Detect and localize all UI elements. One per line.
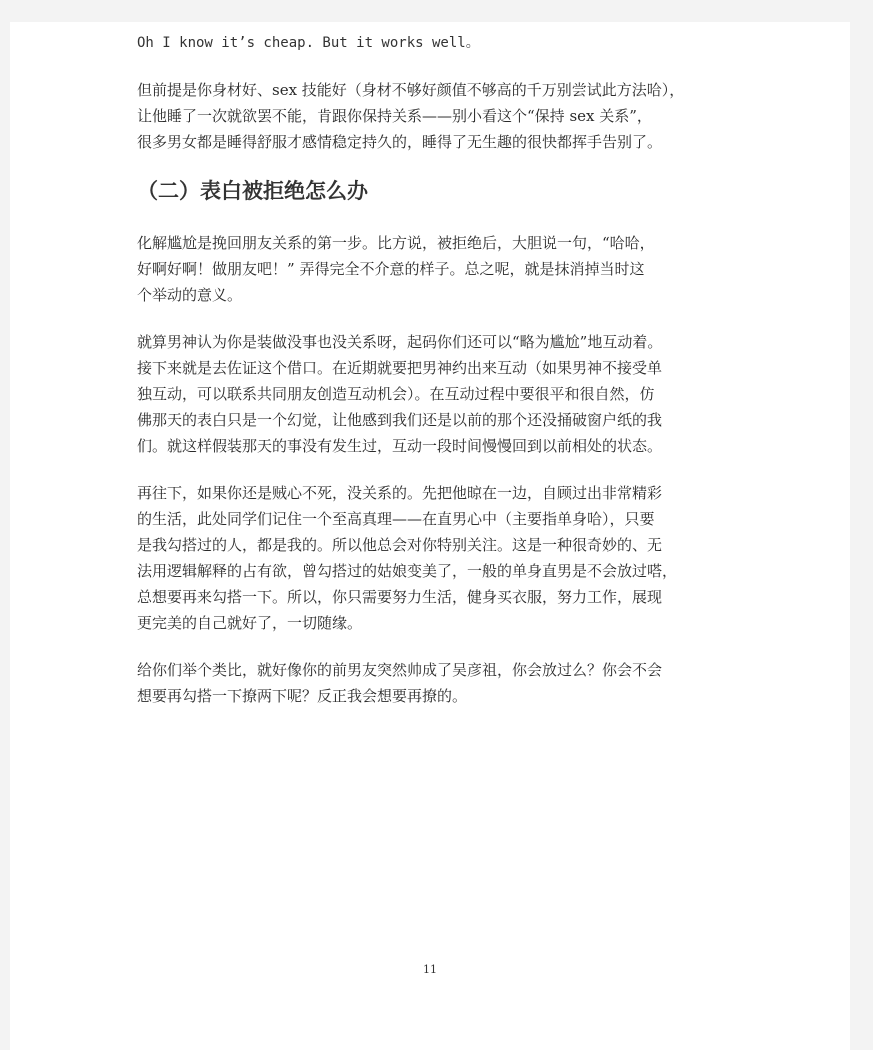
paragraph-4 xyxy=(137,657,757,709)
paragraph-before-heading-1 xyxy=(137,77,757,155)
text-line: 总想要再来勾搭一下。所以，你只需要努力生活，健身买衣服，努力工作，展现 xyxy=(137,588,663,606)
text-line: 给你们举个类比，就好像你的前男友突然帅成了吴彦祖，你会放过么？你会不会 xyxy=(137,661,663,679)
text-line: 更完美的自己就好了，一切随缘。 xyxy=(137,614,363,632)
text-line: 但前提是你身材好、sex 技能好（身材不够好颜值不够高的千万别尝试此方法哈）， xyxy=(137,81,685,99)
text-line: 想要再勾搭一下撩两下呢？反正我会想要再撩的。 xyxy=(137,687,468,705)
text-line: Oh I know it’s cheap. But it works well。 xyxy=(137,35,480,51)
page-body xyxy=(137,30,757,730)
text-line: 让他睡了一次就欲罢不能，肯跟你保持关系——别小看这个“保持 sex 关系”， xyxy=(137,107,652,125)
text-line: 独互动，可以联系共同朋友创造互动机会）。在互动过程中要很平和很自然，仿 xyxy=(137,385,655,403)
text-line: 们。就这样假装那天的事没有发生过，互动一段时间慢慢回到以前相处的状态。 xyxy=(137,437,663,455)
text-line: 个举动的意义。 xyxy=(137,286,243,304)
text-line: 就算男神认为你是装做没事也没关系呀，起码你们还可以“略为尴尬”地互动着。 xyxy=(137,333,663,351)
section-heading: （二）表白被拒绝怎么办 xyxy=(137,179,368,203)
text-line: 化解尴尬是挽回朋友关系的第一步。比方说，被拒绝后，大胆说一句，“哈哈， xyxy=(137,234,655,252)
page-number: 11 xyxy=(423,963,437,976)
text-line: 再往下，如果你还是贼心不死，没关系的。先把他晾在一边，自顾过出非常精彩 xyxy=(137,484,663,502)
text-line: 法用逻辑解释的占有欲，曾勾搭过的姑娘变美了，一般的单身直男是不会放过嗒， xyxy=(137,562,678,580)
text-line: 很多男女都是睡得舒服才感情稳定持久的，睡得了无生趣的很快都挥手告别了。 xyxy=(137,133,663,151)
text-line: 的生活，此处同学们记住一个至高真理——在直男心中（主要指单身哈），只要 xyxy=(137,510,655,528)
text-line: 佛那天的表白只是一个幻觉，让他感到我们还是以前的那个还没捅破窗户纸的我 xyxy=(137,411,663,429)
paragraph-3 xyxy=(137,480,757,636)
paragraph-1 xyxy=(137,230,757,308)
opening-line xyxy=(137,30,757,56)
text-line: 是我勾搭过的人，都是我的。所以他总会对你特别关注。这是一种很奇妙的、无 xyxy=(137,536,663,554)
viewer-scroll-gutter[interactable] xyxy=(850,0,873,1050)
text-line: 好啊好啊！做朋友吧！” 弄得完全不介意的样子。总之呢，就是抹消掉当时这 xyxy=(137,260,645,278)
document-page xyxy=(10,22,850,1050)
text-line: 接下来就是去佐证这个借口。在近期就要把男神约出来互动（如果男神不接受单 xyxy=(137,359,663,377)
paragraph-2 xyxy=(137,329,757,459)
